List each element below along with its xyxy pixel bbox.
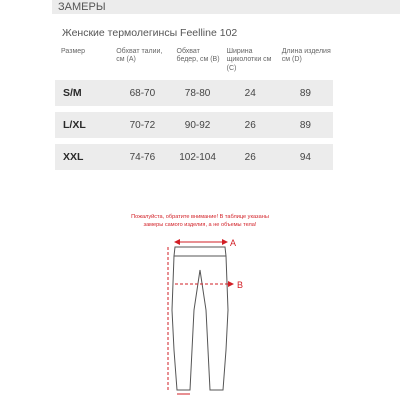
waist-cell: 68-70: [112, 80, 172, 106]
column-header: Ширина щиколотки см (C): [226, 48, 272, 72]
ankle-cell: 26: [223, 144, 278, 170]
hips-cell: 90-92: [173, 112, 223, 138]
column-header: Обхват талии, см (A): [116, 48, 163, 64]
dimension-label-b: B: [237, 280, 244, 290]
size-table: [55, 48, 333, 170]
measurement-notice: Пожалуйста, обратите внимание! В таблице указаны замеры самого изделия, а не объемы тела!: [131, 214, 269, 228]
section-title: ЗАМЕРЫ: [58, 1, 106, 13]
leggings-outline: [172, 247, 228, 390]
ankle-cell: 26: [223, 112, 278, 138]
ankle-cell: 24: [223, 80, 278, 106]
product-title: Женские термолегинсы Feelline 102: [62, 27, 238, 39]
length-cell: 89: [278, 80, 333, 106]
length-cell: 94: [278, 144, 333, 170]
leggings-diagram: [120, 200, 280, 400]
table-row: [55, 80, 333, 106]
column-header: Размер: [61, 48, 86, 55]
size-cell: L/XL: [55, 112, 112, 138]
hips-cell: 102-104: [173, 144, 223, 170]
column-header: Обхват бедер, см (B): [176, 48, 220, 64]
table-row: [55, 144, 333, 170]
table-row: [55, 112, 333, 138]
size-cell: S/M: [55, 80, 112, 106]
waist-cell: 70-72: [112, 112, 172, 138]
waist-cell: 74-76: [112, 144, 172, 170]
table-header-row: [55, 48, 333, 80]
size-cell: XXL: [55, 144, 112, 170]
dimension-label-a: A: [230, 238, 237, 248]
length-cell: 89: [278, 112, 333, 138]
hips-cell: 78-80: [173, 80, 223, 106]
column-header: Длина изделия см (D): [281, 48, 331, 64]
